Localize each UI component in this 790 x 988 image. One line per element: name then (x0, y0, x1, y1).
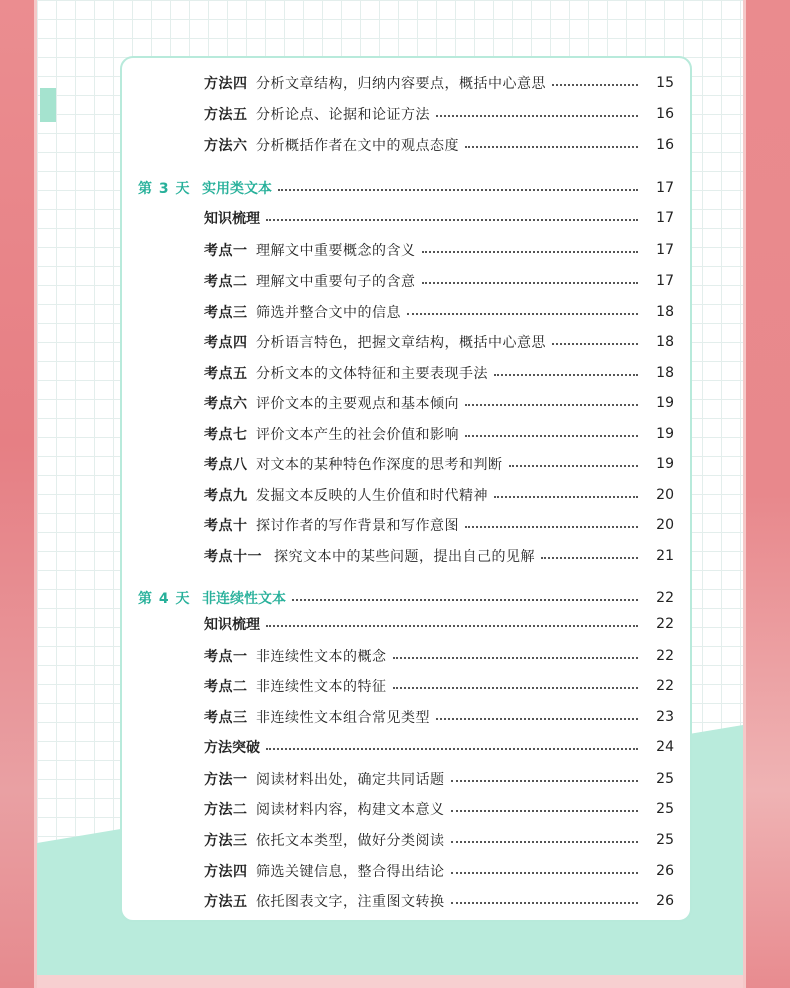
toc-day-heading[interactable] (122, 173, 690, 203)
day-title: 非连续性文本 (202, 591, 286, 607)
page-number: 25 (656, 832, 674, 848)
toc-section-heading[interactable] (122, 732, 690, 762)
dot-leader (278, 187, 638, 191)
entry-label: 考点二 (204, 679, 248, 695)
toc-entry[interactable] (122, 297, 690, 327)
toc-entry[interactable] (122, 886, 690, 916)
page-number: 22 (656, 648, 674, 664)
entry-label: 考点三 (204, 710, 248, 726)
entry-title: 发掘文本反映的人生价值和时代精神 (256, 488, 488, 504)
toc-card (120, 56, 692, 922)
entry-title: 分析语言特色，把握文章结构，概括中心意思 (256, 335, 546, 351)
dot-leader (465, 144, 638, 148)
entry-label: 考点六 (204, 396, 248, 412)
entry-title: 非连续性文本的特征 (256, 679, 387, 695)
page-number: 16 (656, 106, 674, 122)
dot-leader (552, 341, 638, 345)
entry-title: 探讨作者的写作背景和写作意图 (256, 518, 459, 534)
toc-entry[interactable] (122, 235, 690, 265)
toc-entry[interactable] (122, 794, 690, 824)
page-number: 23 (656, 709, 674, 725)
entry-title: 依托文本类型，做好分类阅读 (256, 833, 445, 849)
dot-leader (465, 433, 638, 437)
entry-label: 考点二 (204, 274, 248, 290)
page-number: 17 (656, 180, 674, 196)
dot-leader (407, 311, 638, 315)
dot-leader (393, 655, 638, 659)
dot-leader (451, 778, 638, 782)
left-border (0, 0, 34, 988)
entry-label: 方法六 (204, 138, 248, 154)
page-number: 18 (656, 334, 674, 350)
dot-leader (451, 870, 638, 874)
page-number: 17 (656, 210, 674, 226)
page-number: 25 (656, 771, 674, 787)
entry-label: 考点五 (204, 366, 248, 382)
entry-label: 方法三 (204, 833, 248, 849)
day-label: 第 4 天 (138, 591, 191, 607)
dot-leader (436, 716, 638, 720)
dot-leader (509, 463, 638, 467)
page-number: 26 (656, 893, 674, 909)
entry-title: 非连续性文本的概念 (256, 649, 387, 665)
page-number: 22 (656, 678, 674, 694)
entry-label: 考点一 (204, 243, 248, 259)
toc-entry[interactable] (122, 358, 690, 388)
entry-label: 考点七 (204, 427, 248, 443)
entry-label: 考点十一 (204, 549, 262, 565)
dot-leader (422, 249, 638, 253)
entry-label: 方法二 (204, 802, 248, 818)
toc-entry[interactable] (122, 671, 690, 701)
dot-leader (266, 746, 638, 750)
entry-label: 方法五 (204, 107, 248, 123)
entry-title: 分析文本的文体特征和主要表现手法 (256, 366, 488, 382)
page-number: 20 (656, 487, 674, 503)
entry-label: 考点八 (204, 457, 248, 473)
toc-section-heading[interactable] (122, 203, 690, 233)
toc-entry[interactable] (122, 266, 690, 296)
dot-leader (451, 900, 638, 904)
entry-title: 阅读材料出处，确定共同话题 (256, 772, 445, 788)
entry-title: 探究文本中的某些问题，提出自己的见解 (274, 549, 535, 565)
dot-leader (541, 555, 638, 559)
right-border (746, 0, 790, 988)
day-label: 第 3 天 (138, 181, 191, 197)
toc-entry[interactable] (122, 388, 690, 418)
page-number: 22 (656, 616, 674, 632)
toc-entry[interactable] (122, 99, 690, 129)
dot-leader (266, 217, 638, 221)
dot-leader (465, 402, 638, 406)
pink-bottom-strip (37, 975, 743, 988)
entry-label: 考点四 (204, 335, 248, 351)
page-number: 21 (656, 548, 674, 564)
entry-title: 分析概括作者在文中的观点态度 (256, 138, 459, 154)
entry-title: 评价文本的主要观点和基本倾向 (256, 396, 459, 412)
dot-leader (552, 82, 638, 86)
entry-title: 筛选并整合文中的信息 (256, 305, 401, 321)
toc-entry[interactable] (122, 825, 690, 855)
dot-leader (436, 113, 638, 117)
entry-label: 方法一 (204, 772, 248, 788)
page-number: 26 (656, 863, 674, 879)
entry-label: 考点十 (204, 518, 248, 534)
entry-title: 阅读材料内容，构建文本意义 (256, 802, 445, 818)
page-number: 15 (656, 75, 674, 91)
page-number: 20 (656, 517, 674, 533)
toc-entry[interactable] (122, 130, 690, 160)
entry-title: 筛选关键信息，整合得出结论 (256, 864, 445, 880)
dot-leader (451, 808, 638, 812)
section-title: 知识梳理 (204, 617, 260, 633)
toc-entry[interactable] (122, 480, 690, 510)
toc-entry[interactable] (122, 702, 690, 732)
entry-label: 考点三 (204, 305, 248, 321)
page-number: 17 (656, 242, 674, 258)
toc-entry[interactable] (122, 419, 690, 449)
entry-title: 分析论点、论据和论证方法 (256, 107, 430, 123)
toc-entry[interactable] (122, 68, 690, 98)
page-number: 22 (656, 590, 674, 606)
dot-leader (266, 623, 638, 627)
entry-label: 考点一 (204, 649, 248, 665)
toc-entry[interactable] (122, 541, 690, 571)
section-title: 方法突破 (204, 740, 260, 756)
page-number: 18 (656, 365, 674, 381)
entry-title: 依托图表文字，注重图文转换 (256, 894, 445, 910)
page-number: 17 (656, 273, 674, 289)
page-number: 24 (656, 739, 674, 755)
dot-leader (393, 685, 638, 689)
toc-entry[interactable] (122, 449, 690, 479)
toc-entry[interactable] (122, 764, 690, 794)
entry-title: 评价文本产生的社会价值和影响 (256, 427, 459, 443)
page-number: 19 (656, 426, 674, 442)
day-title: 实用类文本 (202, 181, 272, 197)
page-number: 19 (656, 395, 674, 411)
dot-leader (494, 494, 638, 498)
entry-label: 方法四 (204, 864, 248, 880)
entry-title: 分析文章结构，归纳内容要点，概括中心意思 (256, 76, 546, 92)
mint-tab (40, 88, 56, 122)
page-number: 19 (656, 456, 674, 472)
section-title: 知识梳理 (204, 211, 260, 227)
toc-entry[interactable] (122, 641, 690, 671)
entry-label: 方法四 (204, 76, 248, 92)
dot-leader (494, 372, 638, 376)
toc-section-heading[interactable] (122, 609, 690, 639)
dot-leader (292, 597, 638, 601)
page-number: 25 (656, 801, 674, 817)
dot-leader (451, 839, 638, 843)
entry-label: 方法五 (204, 894, 248, 910)
toc-entry[interactable] (122, 856, 690, 886)
dot-leader (465, 524, 638, 528)
toc-entry[interactable] (122, 510, 690, 540)
entry-title: 对文本的某种特色作深度的思考和判断 (256, 457, 503, 473)
entry-title: 理解文中重要概念的含义 (256, 243, 416, 259)
toc-entry[interactable] (122, 327, 690, 357)
dot-leader (422, 280, 638, 284)
page-number: 18 (656, 304, 674, 320)
page-number: 16 (656, 137, 674, 153)
entry-label: 考点九 (204, 488, 248, 504)
entry-title: 非连续性文本组合常见类型 (256, 710, 430, 726)
entry-title: 理解文中重要句子的含意 (256, 274, 416, 290)
